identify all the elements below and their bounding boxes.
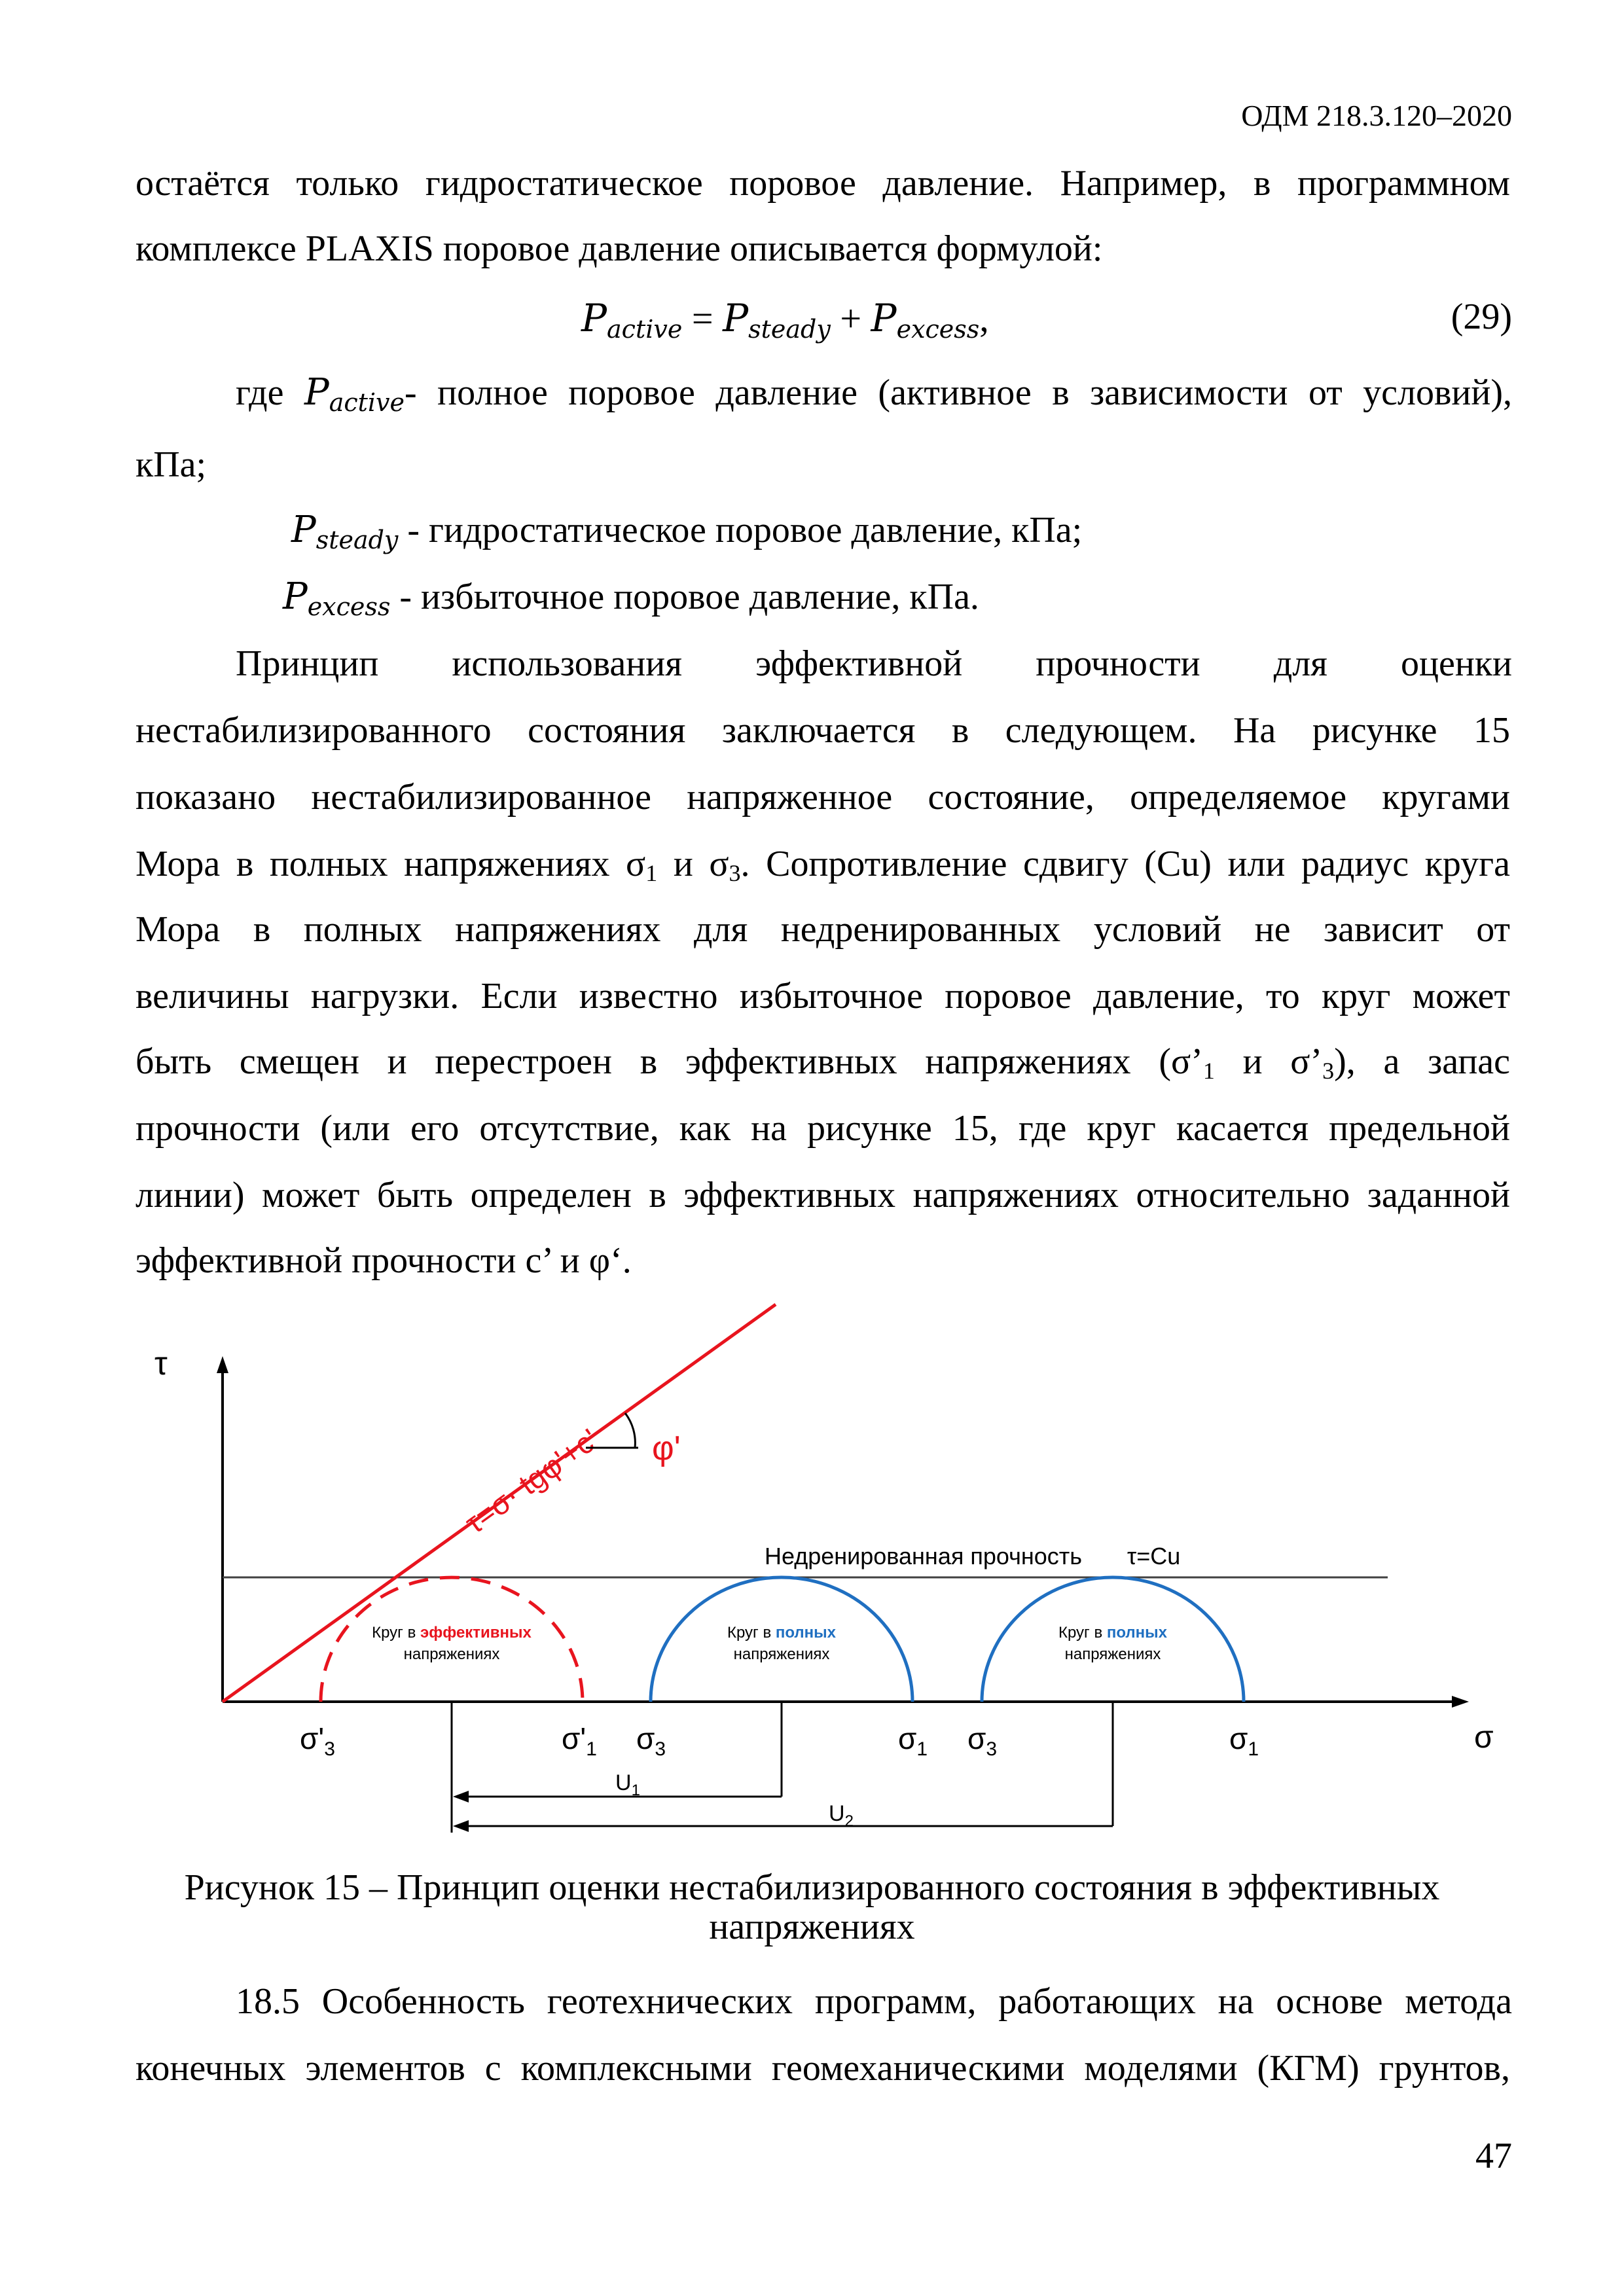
paragraph-line-8: прочности (или его отсутствие, как на рисунке 15, где круг касается предельной	[135, 1108, 1510, 1149]
total-circle-1-label-line2: напряжениях	[733, 1645, 830, 1663]
figure-caption-line-1: Рисунок 15 – Принцип оценки нестабилизированного состояния в эффективных	[184, 1867, 1440, 1908]
intro-line-1: остаётся только гидростатическое поровое давление. Например, в программном	[135, 163, 1510, 204]
tau-axis-label: τ	[154, 1345, 168, 1382]
sigma1-effective-label: $\sigma'_1$	[562, 1721, 597, 1760]
paragraph-line-2: нестабилизированного состояния заключается в следующем. На рисунке 15	[135, 710, 1510, 751]
phi-angle-arc	[625, 1413, 635, 1448]
definition-active: где $P_{active}-$ полное поровое давление (активное в зависимости от условий),	[236, 371, 1513, 417]
u1-label: $U_1$	[615, 1770, 640, 1799]
document-code: ОДМ 218.3.120–2020	[1241, 99, 1512, 132]
equation-29: $P_{active} = P_{steady} + P_{excess}$,	[581, 296, 989, 344]
undrained-strength-label: Недренированная прочность	[765, 1543, 1082, 1570]
paragraph-line-1: Принцип использования эффективной прочности для оценки	[236, 643, 1512, 684]
paragraph-line-6: величины нагрузки. Если известно избыточное поровое давление, то круг может	[135, 976, 1510, 1016]
effective-circle-label-line2: напряжениях	[403, 1645, 500, 1663]
paragraph-line-7: быть смещен и перестроен в эффективных напряжениях (σ’1 и σ’3), а запас	[135, 1041, 1510, 1084]
undrained-strength-equation: τ=Cu	[1127, 1543, 1181, 1570]
u1-arrowhead	[453, 1791, 469, 1803]
paragraph-line-4: Мора в полных напряжениях σ1 и σ3. Сопротивление сдвигу (Cu) или радиус круга	[135, 844, 1511, 886]
page-number: 47	[1475, 2136, 1512, 2176]
intro-line-2: комплексе PLAXIS поровое давление описывается формулой:	[135, 228, 1103, 269]
equation-number: (29)	[1451, 296, 1512, 337]
section-18-5-line-1: 18.5 Особенность геотехнических программ, работающих на основе метода	[236, 1981, 1512, 2022]
u2-label: $U_2$	[829, 1801, 854, 1830]
sigma3-effective-label: $\sigma'_3$	[300, 1721, 335, 1760]
u2-arrowhead	[453, 1820, 469, 1832]
total-circle-2-label: Круг в полных	[1058, 1624, 1168, 1641]
paragraph-line-9: линии) может быть определен в эффективных напряжениях относительно заданной	[135, 1175, 1510, 1215]
failure-envelope-label: τ=σ· tgφ'+c'	[458, 1422, 605, 1541]
figure-15-diagram	[0, 1283, 1624, 1833]
definition-steady: $P_{steady}$ - гидростатическое поровое давление, кПа;	[291, 509, 1083, 554]
section-18-5-line-2: конечных элементов с комплексными геомеханическими моделями (КГМ) грунтов,	[135, 2048, 1510, 2089]
sigma1-total-label-1: $\sigma_1$	[898, 1721, 928, 1760]
sigma-axis-arrow	[1452, 1696, 1469, 1708]
paragraph-line-5: Мора в полных напряжениях для недренированных условий не зависит от	[135, 909, 1510, 950]
sigma3-total-label-1: $\sigma_3$	[636, 1721, 666, 1760]
effective-circle-label: Круг в эффективных	[372, 1624, 532, 1641]
sigma3-total-label-2: $\sigma_3$	[967, 1721, 998, 1760]
paragraph-line-10: эффективной прочности с’ и φ‘.	[135, 1240, 632, 1281]
phi-label: φ'	[652, 1429, 681, 1467]
sigma1-total-label-2: $\sigma_1$	[1229, 1721, 1259, 1760]
tau-axis-arrow	[217, 1356, 228, 1373]
total-circle-2-label-line2: напряжениях	[1064, 1645, 1161, 1663]
paragraph-line-3: показано нестабилизированное напряженное состояние, определяемое кругами	[135, 777, 1510, 817]
definition-excess: $P_{excess}$ - избыточное поровое давление, кПа.	[283, 575, 979, 621]
figure-caption-line-2: напряжениях	[709, 1907, 915, 1947]
total-circle-1-label: Круг в полных	[727, 1624, 837, 1641]
sigma-axis-label: σ	[1474, 1720, 1494, 1755]
definition-active-unit: кПа;	[135, 444, 207, 485]
